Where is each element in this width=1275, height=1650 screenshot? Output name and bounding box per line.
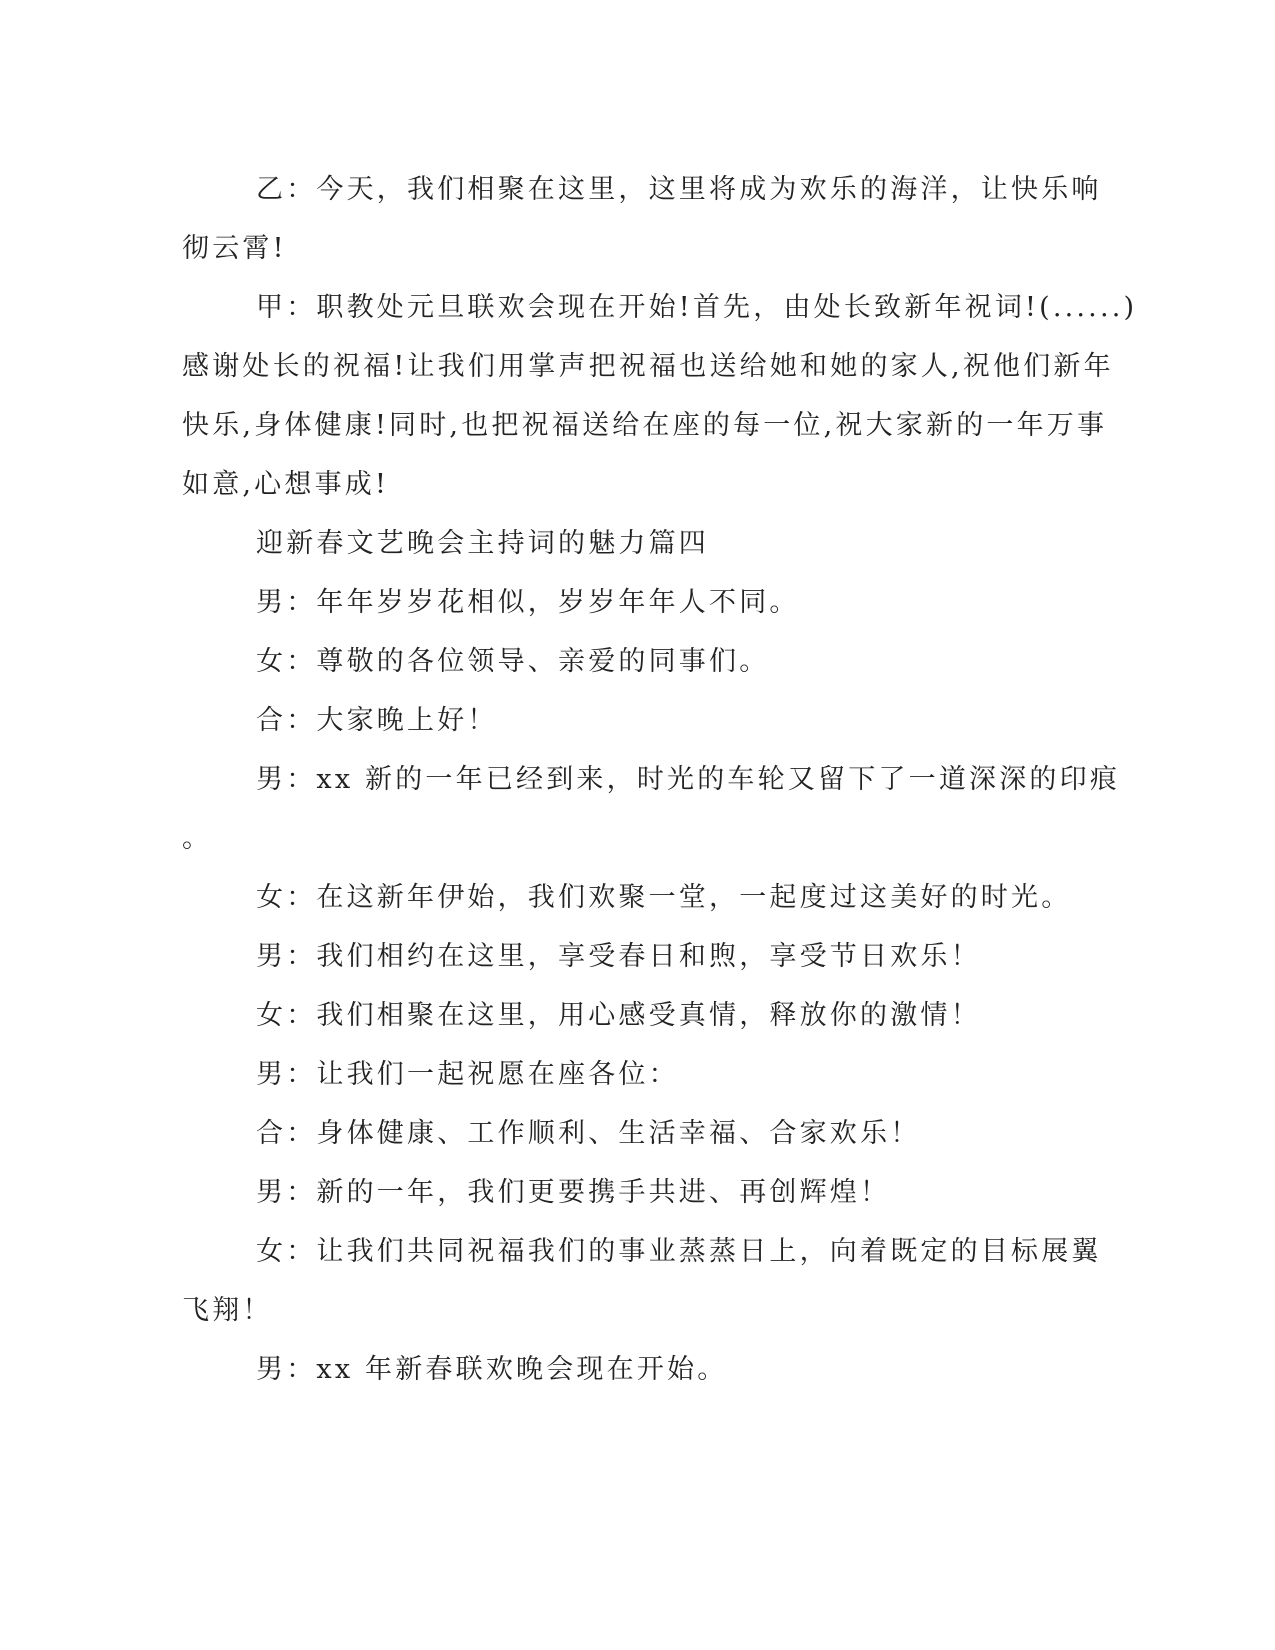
paragraph-line: 女：在这新年伊始，我们欢聚一堂，一起度过这美好的时光。 xyxy=(256,882,1072,913)
paragraph xyxy=(182,868,1072,927)
paragraph-line: 男：新的一年，我们更要携手共进、再创辉煌！ xyxy=(256,1177,891,1208)
paragraph-line: 彻云霄! xyxy=(182,233,287,264)
paragraph xyxy=(182,1045,1042,1104)
paragraph xyxy=(182,986,1042,1045)
document-body xyxy=(182,160,1138,1399)
paragraph xyxy=(182,632,1042,691)
paragraph xyxy=(182,278,1138,514)
paragraph xyxy=(182,927,1042,986)
paragraph-line: 男：年年岁岁花相似，岁岁年年人不同。 xyxy=(256,587,800,618)
paragraph-line: 快乐,身体健康!同时,也把祝福送给在座的每一位,祝大家新的一年万事 xyxy=(182,410,1108,441)
paragraph xyxy=(182,1104,1042,1163)
paragraph xyxy=(182,573,1042,632)
paragraph xyxy=(182,1163,1042,1222)
paragraph-line: 如意,心想事成! xyxy=(182,469,390,500)
paragraph xyxy=(182,750,1121,868)
paragraph xyxy=(182,160,1102,278)
paragraph xyxy=(182,1222,1102,1340)
paragraph-line: 男：我们相约在这里，享受春日和煦，享受节日欢乐！ xyxy=(256,941,981,972)
paragraph-line: 男：xx 年新春联欢晚会现在开始。 xyxy=(256,1354,728,1385)
paragraph xyxy=(182,691,1042,750)
paragraph-line: 。 xyxy=(182,823,213,854)
paragraph-line: 女：尊敬的各位领导、亲爱的同事们。 xyxy=(256,646,770,677)
paragraph-line: 合：大家晚上好！ xyxy=(256,705,498,736)
paragraph-line: 迎新春文艺晚会主持词的魅力篇四 xyxy=(256,528,709,559)
paragraph-line: 甲：职教处元旦联欢会现在开始!首先，由处长致新年祝词!(......) xyxy=(256,292,1138,323)
paragraph xyxy=(182,514,1042,573)
paragraph-line: 乙：今天，我们相聚在这里，这里将成为欢乐的海洋，让快乐响 xyxy=(256,174,1102,205)
paragraph-line: 男：让我们一起祝愿在座各位： xyxy=(256,1059,679,1090)
paragraph-line: 合：身体健康、工作顺利、生活幸福、合家欢乐！ xyxy=(256,1118,921,1149)
paragraph-line: 女：让我们共同祝福我们的事业蒸蒸日上，向着既定的目标展翼 xyxy=(256,1236,1102,1267)
paragraph-line: 飞翔！ xyxy=(182,1295,273,1326)
paragraph-line: 感谢处长的祝福!让我们用掌声把祝福也送给她和她的家人,祝他们新年 xyxy=(182,351,1114,382)
paragraph-line: 男：xx 新的一年已经到来，时光的车轮又留下了一道深深的印痕 xyxy=(256,764,1121,795)
paragraph-line: 女：我们相聚在这里，用心感受真情，释放你的激情！ xyxy=(256,1000,981,1031)
paragraph xyxy=(182,1340,1042,1399)
